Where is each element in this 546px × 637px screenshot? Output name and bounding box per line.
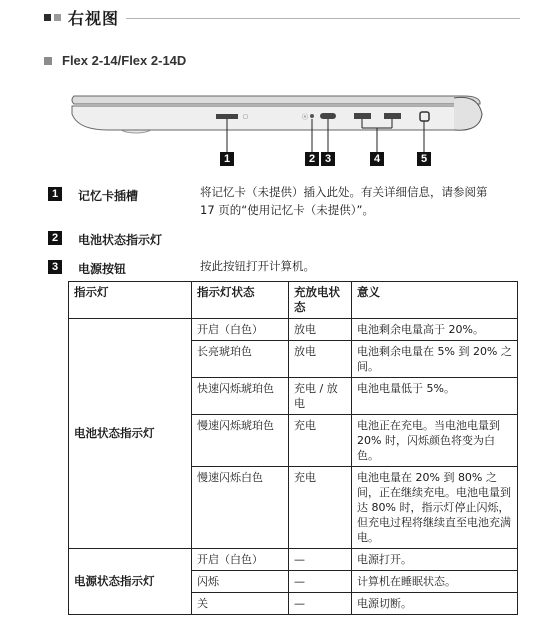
callout-badge-1: 1: [220, 152, 234, 166]
column-header: 意义: [352, 282, 518, 319]
charge-cell: —: [289, 549, 352, 571]
section-title: 右视图: [68, 9, 120, 28]
power-button-icon: [320, 113, 336, 119]
state-cell: 慢速闪烁白色: [192, 467, 289, 549]
state-cell: 关: [192, 593, 289, 615]
laptop-right-side-illustration: [68, 84, 488, 156]
charge-cell: 充电 / 放电: [289, 378, 352, 415]
model-name: Flex 2-14/Flex 2-14D: [62, 53, 187, 68]
state-cell: 快速闪烁琥珀色: [192, 378, 289, 415]
state-cell: 开启（白色）: [192, 319, 289, 341]
item-label-battery-status-light: 电池状态指示灯: [78, 233, 163, 247]
usb-port-icon: [384, 113, 401, 119]
column-header: 充放电状态: [289, 282, 352, 319]
item-description: [200, 183, 520, 219]
item-label-memory-card-slot: 记忆卡插槽: [78, 189, 139, 203]
charge-cell: 充电: [289, 415, 352, 467]
usb-port-icon: [354, 113, 371, 119]
table-row: [69, 549, 518, 571]
laptop-lid: [72, 96, 480, 104]
charge-cell: 放电: [289, 341, 352, 378]
charge-cell: —: [289, 593, 352, 615]
state-cell: 慢速闪烁琥珀色: [192, 415, 289, 467]
table-row: [69, 319, 518, 341]
group-cell: 电源状态指示灯: [69, 549, 192, 615]
callout-badge-3: 3: [321, 152, 335, 166]
item-number-badge: 1: [48, 187, 62, 201]
column-header: 指示灯: [69, 282, 192, 319]
state-cell: 长亮琥珀色: [192, 341, 289, 378]
card-slot-symbol: □: [243, 114, 248, 120]
charge-cell: 放电: [289, 319, 352, 341]
section-heading: [44, 6, 119, 29]
item-label-power-button: 电源按钮: [78, 262, 127, 276]
meaning-cell: 电池电量在 20% 到 80% 之间，正在继续充电。电池电量到达 80% 时，指示灯停止闪烁，但充电过程将继续直至电池充满电。: [352, 467, 518, 549]
bullet-square-icon: [44, 57, 52, 65]
item-number-badge: 2: [48, 231, 62, 245]
indicator-status-table: [68, 281, 518, 615]
description-line: 将记忆卡（未提供）插入此处。有关详细信息，请参阅第: [200, 185, 488, 199]
table-header-row: [69, 282, 518, 319]
bullet-square-icon: [54, 14, 61, 21]
column-header: 指示灯状态: [192, 282, 289, 319]
callout-badge-5: 5: [417, 152, 431, 166]
item-description: [200, 257, 520, 275]
description-line: 17 页的“使用记忆卡（未提供）”。: [200, 203, 374, 217]
description-line: 按此按钮打开计算机。: [200, 259, 315, 273]
meaning-cell: 电池正在充电。当电池电量到 20% 时，闪烁颜色将变为白色。: [352, 415, 518, 467]
callout-badge-2: 2: [305, 152, 319, 166]
item-number-badge: 3: [48, 260, 62, 274]
callout-badge-4: 4: [370, 152, 384, 166]
model-subheading: [44, 53, 186, 68]
battery-led-symbol: ⓞ: [302, 114, 309, 121]
memory-card-slot-icon: [216, 114, 238, 119]
battery-status-led-icon: [310, 114, 314, 118]
bullet-square-icon: [44, 14, 51, 21]
meaning-cell: 电源打开。: [352, 549, 518, 571]
meaning-cell: 电池剩余电量高于 20%。: [352, 319, 518, 341]
meaning-cell: 电池电量低于 5%。: [352, 378, 518, 415]
charge-cell: 充电: [289, 467, 352, 549]
heading-divider: [126, 18, 520, 19]
state-cell: 开启（白色）: [192, 549, 289, 571]
state-cell: 闪烁: [192, 571, 289, 593]
group-cell: 电池状态指示灯: [69, 319, 192, 549]
meaning-cell: 计算机在睡眠状态。: [352, 571, 518, 593]
charge-cell: —: [289, 571, 352, 593]
meaning-cell: 电源切断。: [352, 593, 518, 615]
meaning-cell: 电池剩余电量在 5% 到 20% 之间。: [352, 341, 518, 378]
